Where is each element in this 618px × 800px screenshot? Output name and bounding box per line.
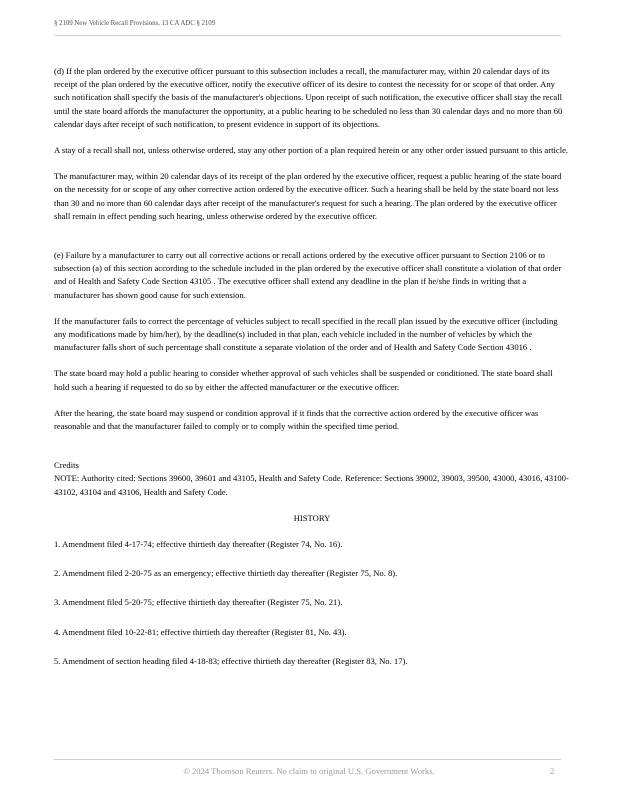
history-item: 3. Amendment filed 5-20-75; effective thirtieth day thereafter (Register 75, No. 21). [54, 597, 343, 608]
document-body [54, 65, 570, 684]
page-number: 2 [550, 766, 555, 776]
history-item: 5. Amendment of section heading filed 4-18-83; effective thirtieth day thereafter (Register 83, No. 17). [54, 655, 408, 666]
footer-divider [54, 759, 561, 760]
running-header: § 2109 New Vehicle Recall Provisions, 13 CA ADC § 2109 [54, 19, 216, 27]
paragraph-percentage-violation: If the manufacturer fails to correct the percentage of vehicles subject to recall specified in the recall plan issued by the executive officer (including any modifications made by him/her), by the deadline(s) included in that plan, each vehicle included in the number of vehicles by which the manufacturer falls short of such percentage shall constitute a separate violation of the order and of Health and Safety Code Section 43016 . [54, 315, 558, 353]
history-item: 2. Amendment filed 2-20-75 as an emergency; effective thirtieth day thereafter (Register 75, No. 8). [54, 568, 398, 579]
paragraph-public-hearing-request: The manufacturer may, within 20 calendar days of its receipt of the plan ordered by the executive officer, request a public hearing of the state board on the necessity for or scope of any other corrective action ordered by the executive officer. Such a hearing shall be held by the state board not less than 30 and no more than 60 calendar days after receipt of the manufacturer's request for such a hearing. The plan ordered by the executive officer shall remain in effect pending such hearing, unless otherwise ordered by the executive officer. [54, 171, 562, 221]
paragraph-d: (d) If the plan ordered by the executive officer pursuant to this subsection includes a recall, the manufacturer may, within 20 calendar days of its receipt of the plan ordered by the executive officer, notify the executive officer of its desire to contest the necessity for or scope of that order. Any such notification shall specify the basis of the manufacturer's objections. Upon receipt of such notification, the executive officer shall stay the recall until the state board affords the manufacturer the opportunity, at a public hearing to be scheduled no less than 30 calendar days and no more than 60 calendar days after receipt of such notification, to present evidence in support of its objections. [54, 66, 563, 129]
paragraph-e: (e) Failure by a manufacturer to carry out all corrective actions or recall actions ordered by the executive officer pursuant to Section 2106 or to subsection (a) of this section according to the schedule included in the plan ordered by the executive officer shall constitute a violation of that order and of Health and Safety Code Section 43105 . The executive officer shall extend any deadline in the plan if he/she finds in writing that a manufacturer has shown good cause for such extension. [54, 250, 562, 300]
header-divider [54, 35, 561, 36]
credits-note: NOTE: Authority cited: Sections 39600, 39601 and 43105, Health and Safety Code. Reference: Sections 39002, 39003, 39500, 43000, 43016, 43100-43102, 43104 and 43106, Health and Safety Code. [54, 473, 569, 497]
history-heading: HISTORY [293, 512, 331, 523]
history-item: 4. Amendment filed 10-22-81; effective thirtieth day thereafter (Register 81, No. 43). [54, 626, 347, 637]
paragraph-after-hearing: After the hearing, the state board may suspend or condition approval if it finds that the corrective action ordered by the executive officer was reasonable and that the manufacturer failed to comply or to comply within the specified time period. [54, 407, 539, 432]
history-item: 1. Amendment filed 4-17-74; effective thirtieth day thereafter (Register 74, No. 16). [54, 539, 343, 550]
credits-label: Credits [54, 460, 79, 471]
footer-copyright: © 2024 Thomson Reuters. No claim to original U.S. Government Works. [183, 766, 435, 776]
paragraph-stay: A stay of a recall shall not, unless otherwise ordered, stay any other portion of a plan required herein or any other order issued pursuant to this article. [54, 145, 569, 156]
paragraph-state-board-hearing: The state board may hold a public hearing to consider whether approval of such vehicles shall be suspended or conditioned. The state board shall hold such a hearing if requested to do so by either the affected manufacturer or the executive officer. [54, 368, 553, 392]
